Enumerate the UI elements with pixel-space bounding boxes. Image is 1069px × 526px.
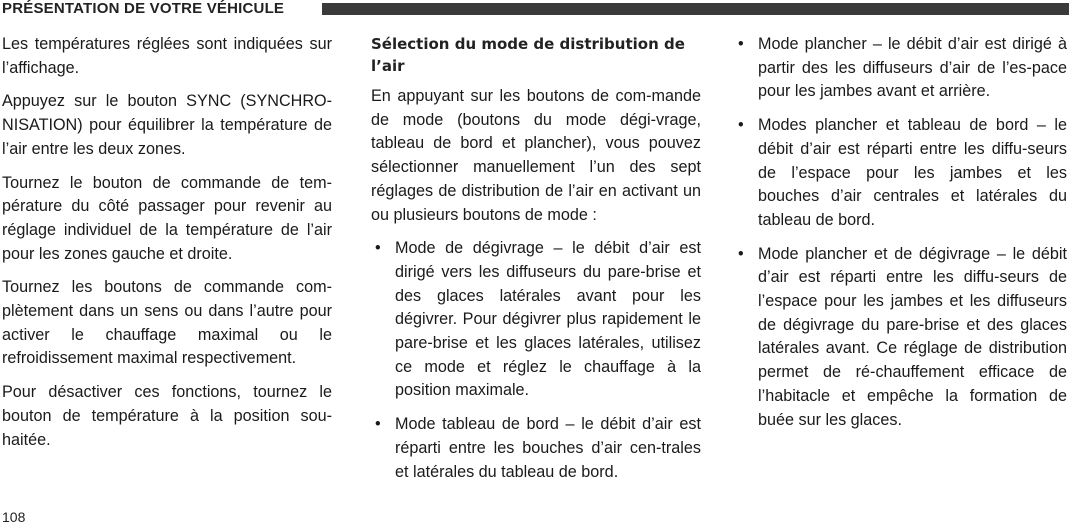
header-rule	[322, 3, 1069, 15]
paragraph: Pour désactiver ces fonctions, tournez le bouton de température à la position sou-haitée.	[2, 383, 332, 449]
list-item	[734, 114, 1067, 233]
bullet-icon: •	[375, 239, 381, 258]
list-item-text: Modes plancher et tableau de bord – le débit d’air est réparti entre les diffu-seurs de l’espace pour les jambes et les bouches d’air centrales et latérales du tableau de bord.	[758, 116, 1067, 229]
page-number: 108	[2, 509, 26, 525]
column-left	[2, 33, 332, 462]
bullet-icon: •	[738, 35, 744, 53]
paragraph: Tournez le bouton de commande de tem-pérature du côté passager pour revenir au réglage individuel de la température de l’air pour les zones gauche et droite.	[2, 173, 332, 263]
list-item-text: Mode plancher – le débit d’air est dirigé à partir des les diffuseurs d’air de l’es-pace pour les jambes avant et arrière.	[758, 35, 1067, 101]
bullet-icon: •	[738, 116, 744, 135]
section-title: PRÉSENTATION DE VOTRE VÉHICULE	[2, 0, 285, 17]
paragraph: Tournez les boutons de commande com-plètement dans un sens ou dans l’autre pour activer le chauffage maximal ou le refroidissement maximal respectivement.	[2, 278, 332, 368]
bullet-icon: •	[375, 415, 381, 434]
paragraph: En appuyant sur les boutons de com-mande de mode (boutons du mode dégi-vrage, tableau de bord et plancher), vous pouvez sélectionner manuellement l’un des sept réglages de distribution de l’air en activant un ou plusieurs boutons de mode :	[371, 87, 701, 224]
list-item	[371, 237, 701, 403]
bullet-list	[371, 237, 701, 484]
page-header	[0, 0, 1069, 18]
list-item	[734, 33, 1067, 104]
list-item	[371, 413, 701, 484]
section-heading: Sélection du mode de distribution de l’air	[371, 35, 685, 75]
list-item	[734, 243, 1067, 433]
column-middle	[371, 33, 701, 494]
paragraph: Les températures réglées sont indiquées sur l’affichage.	[2, 35, 332, 77]
column-right	[734, 33, 1067, 442]
bullet-list	[734, 33, 1067, 432]
list-item-text: Mode de dégivrage – le débit d’air est dirigé vers les diffuseurs du pare-brise et des glaces latérales avant pour les dégivrer. Pour dégivrer plus rapidement le pare-brise et les glaces latérales, utilisez ce mode et réglez le chauffage à la position maximale.	[395, 239, 701, 400]
paragraph: Appuyez sur le bouton SYNC (SYNCHRO-NISATION) pour équilibrer la température de l’air entre les deux zones.	[2, 92, 332, 158]
list-item-text: Mode plancher et de dégivrage – le débit d’air est réparti entre les diffu-seurs de l’espace pour les jambes et les diffuseurs de dégivrage du pare-brise et des glaces latérales avant. Ce réglage de distribution permet de ré-chauffement efficace de l’habitacle et empêche la formation de buée sur les glaces.	[758, 244, 1067, 429]
list-item-text: Mode tableau de bord – le débit d’air est réparti entre les bouches d’air cen-trales et latérales du tableau de bord.	[395, 415, 701, 481]
bullet-icon: •	[738, 244, 744, 263]
